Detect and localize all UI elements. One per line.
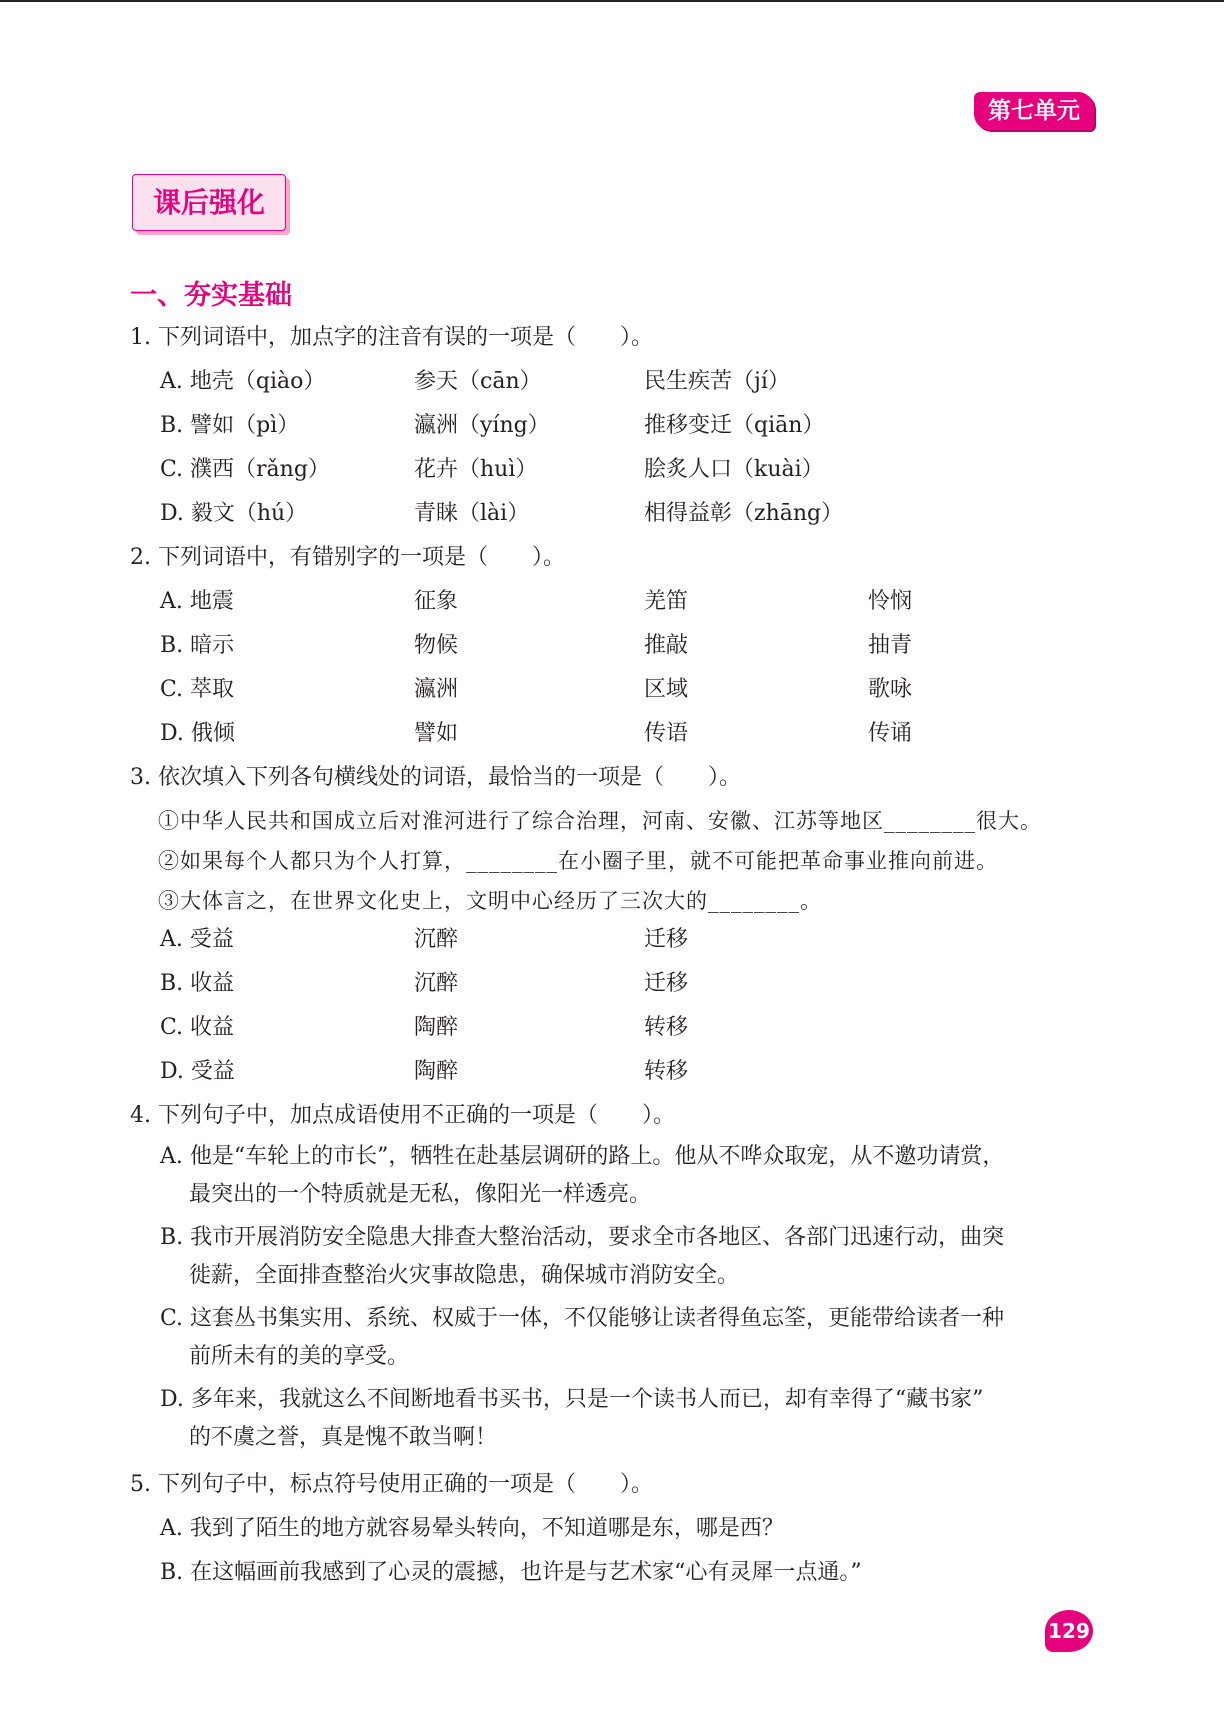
q3-option-b-1: B. 收益 bbox=[160, 971, 235, 996]
unit-badge: 第七单元 bbox=[974, 92, 1094, 130]
q2-option-b-3: 推敲 bbox=[644, 633, 689, 658]
part-heading: 一、夯实基础 bbox=[130, 280, 292, 311]
q3-sentence-3: ③大体言之，在世界文化史上，文明中心经历了三次大的________。 bbox=[158, 889, 822, 913]
q1-option-c-1: C. 濮西（rǎng） bbox=[160, 457, 330, 482]
q3-option-a-1: A. 受益 bbox=[160, 927, 234, 952]
section-title-box bbox=[132, 174, 286, 231]
q2-option-d-1: D. 俄倾 bbox=[160, 721, 235, 746]
q1-option-d-3: 相得益彰（zhāng） bbox=[644, 501, 844, 526]
q2-option-c-2: 瀛洲 bbox=[414, 677, 459, 702]
q3-sentence-2: ②如果每个人都只为个人打算，________在小圈子里，就不可能把革命事业推向前进。 bbox=[158, 849, 998, 873]
q1-option-c-3: 脍炙人口（kuài） bbox=[644, 457, 824, 482]
q1-option-a-1: A. 地壳（qiào） bbox=[160, 369, 326, 394]
q4-option-c-line-1: C. 这套丛书集实用、系统、权威于一体，不仅能够让读者得鱼忘筌，更能带给读者一种 bbox=[160, 1306, 1005, 1331]
q2-option-d-4: 传诵 bbox=[868, 721, 913, 746]
q2-option-b-2: 物候 bbox=[414, 633, 459, 658]
q1-option-d-2: 青睐（lài） bbox=[414, 501, 530, 526]
q2-option-d-2: 譬如 bbox=[414, 721, 459, 746]
q3-sentence-1: ①中华人民共和国成立后对淮河进行了综合治理，河南、安徽、江苏等地区________很大。 bbox=[158, 809, 1042, 833]
question-2-stem: 2. 下列词语中，有错别字的一项是（ ）。 bbox=[130, 545, 565, 570]
q4-option-b-line-1: B. 我市开展消防安全隐患大排查大整治活动，要求全市各地区、各部门迅速行动，曲突 bbox=[160, 1225, 1005, 1250]
q2-option-a-1: A. 地震 bbox=[160, 589, 234, 614]
q4-option-a-line-2: 最突出的一个特质就是无私，像阳光一样透亮。 bbox=[189, 1182, 652, 1207]
q4-option-c-line-2: 前所未有的美的享受。 bbox=[189, 1344, 410, 1369]
q3-option-b-3: 迁移 bbox=[644, 971, 689, 996]
page-number: 129 bbox=[1045, 1610, 1093, 1652]
question-4-stem: 4. 下列句子中，加点成语使用不正确的一项是（ ）。 bbox=[130, 1103, 675, 1128]
q1-option-b-3: 推移变迁（qiān） bbox=[644, 413, 825, 438]
q3-option-a-2: 沉醉 bbox=[414, 927, 459, 952]
q2-option-a-3: 羌笛 bbox=[644, 589, 689, 614]
q1-option-c-2: 花卉（huì） bbox=[414, 457, 538, 482]
q2-option-b-1: B. 暗示 bbox=[160, 633, 235, 658]
q3-option-d-1: D. 受益 bbox=[160, 1059, 235, 1084]
q3-option-a-3: 迁移 bbox=[644, 927, 689, 952]
section-title: 课后强化 bbox=[152, 186, 265, 219]
q4-option-d-line-2: 的不虞之誉，真是愧不敢当啊！ bbox=[189, 1425, 498, 1450]
q1-option-b-2: 瀛洲（yíng） bbox=[414, 413, 550, 438]
q1-option-d-1: D. 毅文（hú） bbox=[160, 501, 308, 526]
q3-option-c-1: C. 收益 bbox=[160, 1015, 235, 1040]
q3-option-d-3: 转移 bbox=[644, 1059, 689, 1084]
q2-option-b-4: 抽青 bbox=[868, 633, 913, 658]
q3-option-c-3: 转移 bbox=[644, 1015, 689, 1040]
q5-option-b: B. 在这幅画前我感到了心灵的震撼，也许是与艺术家“心有灵犀一点通。” bbox=[160, 1560, 862, 1585]
q2-option-c-3: 区域 bbox=[644, 677, 689, 702]
top-rule bbox=[0, 0, 1224, 2]
q2-option-c-1: C. 萃取 bbox=[160, 677, 235, 702]
q2-option-a-2: 征象 bbox=[414, 589, 459, 614]
q5-option-a: A. 我到了陌生的地方就容易晕头转向，不知道哪是东，哪是西？ bbox=[160, 1516, 784, 1541]
question-5-stem: 5. 下列句子中，标点符号使用正确的一项是（ ）。 bbox=[130, 1472, 653, 1497]
question-1-stem: 1. 下列词语中，加点字的注音有误的一项是（ ）。 bbox=[130, 325, 653, 350]
q4-option-a-line-1: A. 他是“车轮上的市长”，牺牲在赴基层调研的路上。他从不哗众取宠，从不邀功请赏， bbox=[160, 1144, 1005, 1169]
q3-option-d-2: 陶醉 bbox=[414, 1059, 459, 1084]
q2-option-a-4: 怜悯 bbox=[868, 589, 913, 614]
q3-option-c-2: 陶醉 bbox=[414, 1015, 459, 1040]
q4-option-d-line-1: D. 多年来，我就这么不间断地看书买书，只是一个读书人而已，却有幸得了“藏书家” bbox=[160, 1387, 984, 1412]
q4-option-b-line-2: 徙薪，全面排查整治火灾事故隐患，确保城市消防安全。 bbox=[189, 1263, 740, 1288]
question-3-stem: 3. 依次填入下列各句横线处的词语，最恰当的一项是（ ）。 bbox=[130, 765, 741, 790]
q1-option-a-3: 民生疾苦（jí） bbox=[644, 369, 790, 394]
q3-option-b-2: 沉醉 bbox=[414, 971, 459, 996]
q2-option-d-3: 传语 bbox=[644, 721, 689, 746]
q1-option-b-1: B. 譬如（pì） bbox=[160, 413, 300, 438]
q2-option-c-4: 歌咏 bbox=[868, 677, 913, 702]
q1-option-a-2: 参天（cān） bbox=[414, 369, 542, 394]
